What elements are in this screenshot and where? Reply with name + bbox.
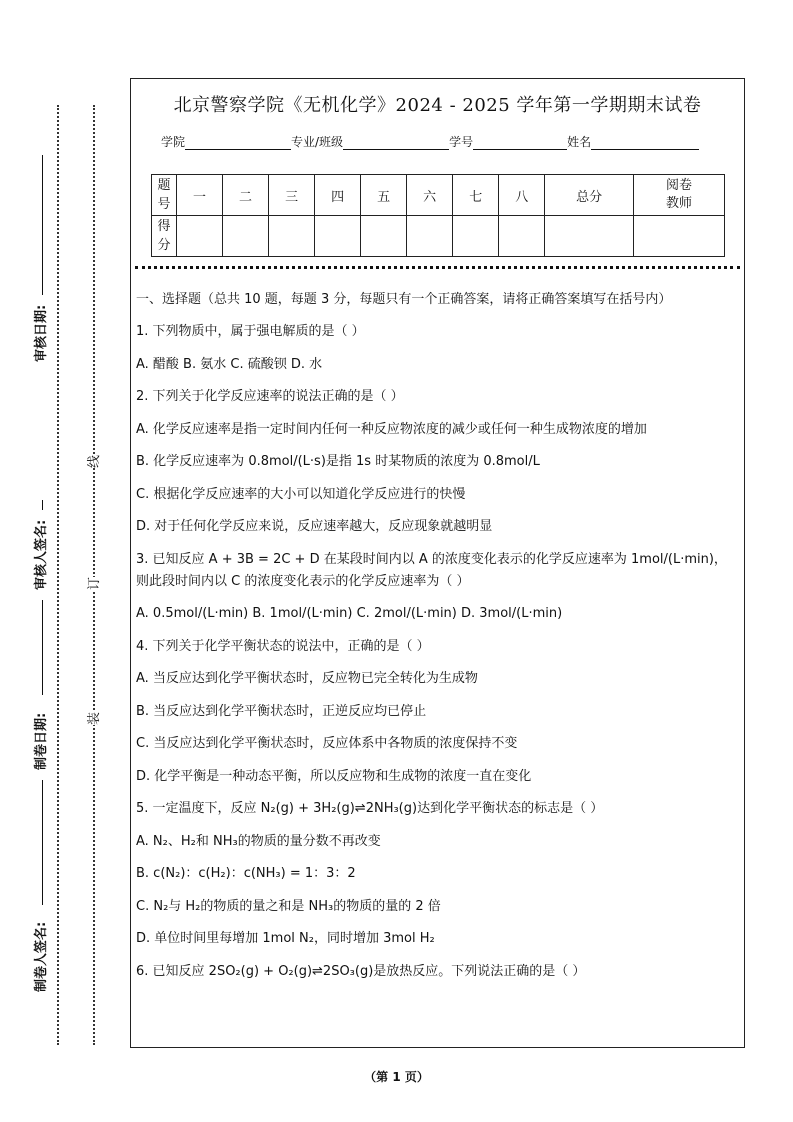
option-line: B. 化学反应速率为 0.8mol/(L·s)是指 1s 时某物质的浓度为 0.8mol/L bbox=[136, 454, 540, 469]
student-id-field[interactable] bbox=[473, 137, 567, 150]
line-marker: 线 bbox=[79, 455, 106, 468]
exam-frame bbox=[130, 78, 745, 1048]
column-header: 四 bbox=[315, 175, 361, 216]
score-cell[interactable] bbox=[361, 216, 407, 257]
option-line: C. N₂与 H₂的物质的量之和是 NH₃的物质的量的 2 倍 bbox=[136, 898, 441, 914]
column-header: 七 bbox=[453, 175, 499, 216]
score-cell[interactable] bbox=[177, 216, 223, 257]
column-header: 六 bbox=[407, 175, 453, 216]
student-id-label: 学号 bbox=[449, 135, 474, 149]
score-cell[interactable] bbox=[269, 216, 315, 257]
column-header: 八 bbox=[499, 175, 545, 216]
option-line: B. 当反应达到化学平衡状态时，正逆反应均已停止 bbox=[136, 703, 427, 719]
exam-title: 北京警察学院《无机化学》2024 - 2025 学年第一学期期末试卷 bbox=[173, 95, 702, 116]
option-line: A. 化学反应速率是指一定时间内任何一种反应物浓度的减少或任何一种生成物浓度的增加 bbox=[136, 421, 647, 437]
name-label: 姓名 bbox=[567, 135, 592, 149]
option-line: D. 单位时间里每增加 1mol N₂，同时增加 3mol H₂ bbox=[136, 931, 435, 946]
option-line: B. c(N₂)：c(H₂)：c(NH₃) = 1：3：2 bbox=[136, 866, 356, 881]
option-line: C. 当反应达到化学平衡状态时，反应体系中各物质的浓度保持不变 bbox=[136, 736, 518, 751]
reviewer-sign-line bbox=[42, 500, 43, 510]
option-line: A. 当反应达到化学平衡状态时，反应物已完全转化为生成物 bbox=[136, 671, 478, 686]
dotted-separator bbox=[135, 266, 740, 269]
college-field[interactable] bbox=[185, 137, 291, 150]
preparer-sign-line bbox=[42, 780, 43, 905]
preparer-sign-label: 制卷人签名: bbox=[34, 921, 49, 992]
option-line: D. 化学平衡是一种动态平衡，所以反应物和生成物的浓度一直在变化 bbox=[136, 768, 532, 784]
reviewer-sign-label: 审核人签名: bbox=[34, 519, 49, 590]
binding-dotted-line-outer bbox=[57, 105, 59, 1045]
section-intro: 一、选择题（总共 10 题，每题 3 分，每题只有一个正确答案，请将正确答案填写在括号内） bbox=[136, 292, 672, 307]
score-cell[interactable] bbox=[499, 216, 545, 257]
column-header: 五 bbox=[361, 175, 407, 216]
score-table-header-row bbox=[152, 175, 725, 216]
total-header: 总分 bbox=[545, 175, 634, 216]
score-cell[interactable] bbox=[315, 216, 361, 257]
column-header: 一 bbox=[177, 175, 223, 216]
option-line: A. 0.5mol/(L·min) B. 1mol/(L·min) C. 2mol/(L·min) D. 3mol/(L·min) bbox=[136, 606, 563, 621]
question-number-label: 题号 bbox=[152, 175, 177, 216]
prep-date-line bbox=[42, 600, 43, 695]
option-line: D. 对于任何化学反应来说，反应速率越大，反应现象就越明显 bbox=[136, 519, 493, 534]
column-header: 二 bbox=[223, 175, 269, 216]
question-line: 5. 一定温度下，反应 N₂(g) + 3H₂(g)⇌2NH₃(g)达到化学平衡状态的标志是（ ） bbox=[136, 801, 604, 816]
review-date-label: 审核日期: bbox=[34, 304, 49, 362]
major-label: 专业/班级 bbox=[291, 135, 344, 149]
score-cell[interactable] bbox=[453, 216, 499, 257]
review-date-line bbox=[42, 155, 43, 295]
grader-header: 阅卷 教师 bbox=[634, 175, 725, 216]
question-line: 6. 已知反应 2SO₂(g) + O₂(g)⇌2SO₃(g)是放热反应。下列说法正确的是（ ） bbox=[136, 963, 586, 979]
question-line: 1. 下列物质中，属于强电解质的是（ ） bbox=[136, 324, 365, 339]
option-line: C. 根据化学反应速率的大小可以知道化学反应进行的快慢 bbox=[136, 486, 466, 502]
option-line: A. N₂、H₂和 NH₃的物质的量分数不再改变 bbox=[136, 833, 381, 849]
total-cell[interactable] bbox=[545, 216, 634, 257]
question-line: 3. 已知反应 A + 3B = 2C + D 在某段时间内以 A 的浓度变化表示的化学反应速率为 1mol/(L·min)，则此段时间内以 C 的浓度变化表示的化学反应速率为（ ） bbox=[136, 551, 727, 589]
major-field[interactable] bbox=[343, 137, 449, 150]
prep-date-label: 制卷日期: bbox=[34, 712, 49, 770]
score-label: 得分 bbox=[152, 216, 177, 257]
score-table-score-row bbox=[152, 216, 725, 257]
question-line: 4. 下列关于化学平衡状态的说法中，正确的是（ ） bbox=[136, 638, 430, 654]
column-header: 三 bbox=[269, 175, 315, 216]
college-label: 学院 bbox=[161, 135, 186, 149]
score-cell[interactable] bbox=[223, 216, 269, 257]
score-table bbox=[151, 174, 725, 257]
section-choice-questions bbox=[136, 289, 738, 993]
option-line: A. 醋酸 B. 氨水 C. 硫酸钡 D. 水 bbox=[136, 356, 323, 372]
question-line: 2. 下列关于化学反应速率的说法正确的是（ ） bbox=[136, 389, 404, 404]
student-info-row bbox=[161, 133, 699, 150]
page-number: （第 1 页） bbox=[364, 1070, 429, 1084]
order-marker: 订 bbox=[79, 577, 106, 590]
score-cell[interactable] bbox=[407, 216, 453, 257]
binding-dotted-line-inner bbox=[93, 105, 95, 1045]
name-field[interactable] bbox=[591, 137, 699, 150]
bind-marker: 装 bbox=[79, 712, 106, 725]
grader-cell[interactable] bbox=[634, 216, 725, 257]
